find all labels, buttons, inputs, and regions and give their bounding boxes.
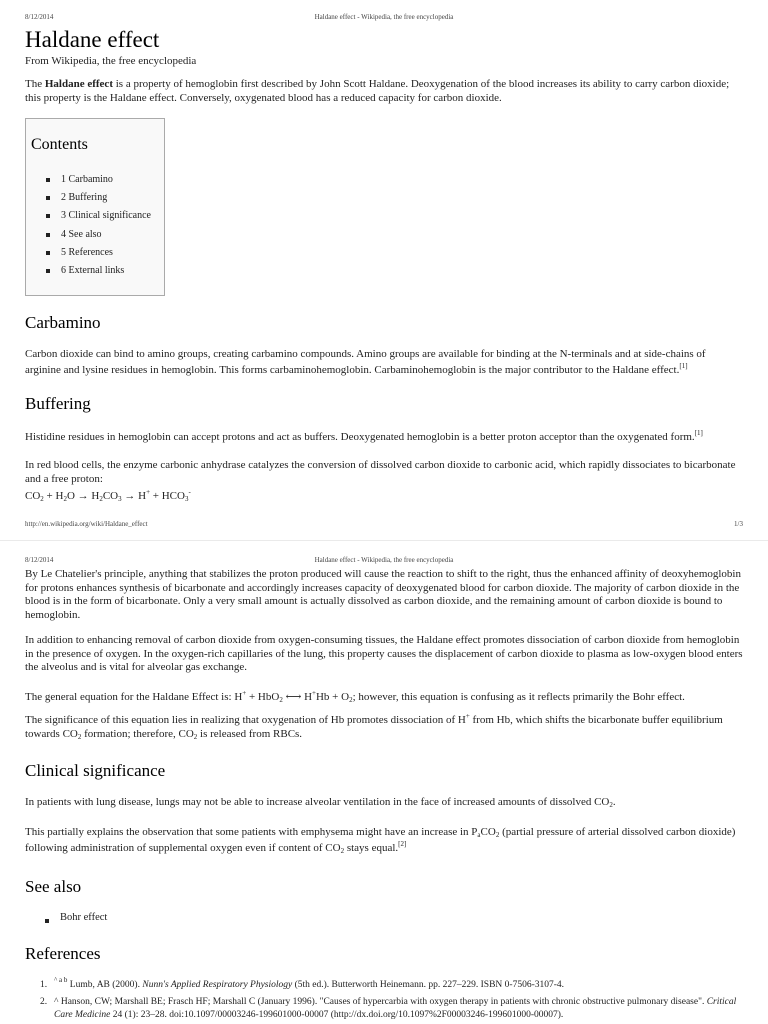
page-separator <box>0 540 768 541</box>
buffering-paragraph-3: By Le Chatelier's principle, anything that stabilizes the proton produced will cause the reaction to shift to the right, thus the enhanced affinity of deoxyhemoglobin for protons enhances synthesis of bicarbonate and accordingly increases capacity of deoxygenated blood for carbon dioxide. The majority of carbon dioxide in the blood is in the form of bicarbonate. Only a very small amount is actually dissolved as carbon dioxide, and the remaining amount of carbon dioxide is bound to hemoglobin. <box>25 568 741 621</box>
footer-url: http://en.wikipedia.org/wiki/Haldane_effect <box>25 520 148 528</box>
reference-2: 2. ^ Hanson, CW; Marshall BE; Frasch HF; Marshall C (January 1996). "Causes of hypercarbia with oxygen therapy in patients with chronic obstructive pulmonary disease". Critical Care Medicine 24 (1): 23–28. doi:10.1097/00003246-199601000-00007 (http://dx.doi.org/10.1097%2F00003246-199601000-00007). <box>40 997 737 1020</box>
table-of-contents <box>25 118 165 296</box>
backlink[interactable]: ^ a b <box>54 976 68 984</box>
toc-item-label[interactable]: 4 See also <box>61 228 102 240</box>
clinical-paragraph-2: This partially explains the observation that some patients with emphysema might have an increase in $P_aCO_2$ (partial pressure of arterial dissolved carbon dioxide) following administration of supplemental oxygen even if content of $CO_2$ stays equal.[2] <box>25 826 736 855</box>
section-see-also <box>25 877 743 897</box>
page-subtitle: From Wikipedia, the free encyclopedia <box>25 55 197 67</box>
toc-item-label[interactable]: 1 Carbamino <box>61 174 113 185</box>
section-buffering <box>25 394 743 414</box>
clinical-paragraph-1: In patients with lung disease, lungs may not be able to increase alveolar ventilation in the face of increased amounts of dissolved $CO_2$. <box>25 796 616 809</box>
toc-item[interactable] <box>46 244 151 262</box>
bullet-icon <box>46 178 50 182</box>
toc-item-label[interactable]: 2 Buffering <box>61 192 108 204</box>
citation-link[interactable]: [1] <box>694 429 703 437</box>
buffering-heading: Buffering <box>25 394 91 413</box>
intro-bold-term: Haldane effect <box>44 78 113 90</box>
page-title: Haldane effect <box>25 27 160 52</box>
print-title: Haldane effect - Wikipedia, the free encyclopedia <box>314 13 454 21</box>
bullet-icon <box>45 919 49 923</box>
toc-heading: Contents <box>31 136 88 153</box>
buffering-paragraph-2: In red blood cells, the enzyme carbonic anhydrase catalyzes the conversion of dissolved carbon dioxide to carbonic acid, which rapidly dissociates to bicarbonate and a free proton: <box>25 459 736 485</box>
buffering-paragraph-1: Histidine residues in hemoglobin can accept protons and act as buffers. Deoxygenated hemoglobin is a better proton acceptor than the oxygenated form.[1] <box>25 429 703 443</box>
references-heading: References <box>25 944 101 963</box>
citation-link[interactable]: [2] <box>398 840 407 848</box>
toc-item[interactable] <box>46 207 151 225</box>
toc-item[interactable] <box>46 171 151 189</box>
section-carbamino <box>25 313 743 333</box>
haldane-equation-paragraph: The general equation for the Haldane Effect is: H+ + HbO$_2$ ⟷ $H^+Hb + O_2$; however, this equation is confusing as it reflects primarily the Bohr effect. <box>25 689 685 704</box>
citation-link[interactable]: [1] <box>679 362 688 370</box>
buffering-paragraph-4: In addition to enhancing removal of carbon dioxide from oxygen-consuming tissues, the Haldane effect promotes dissociation of carbon dioxide from hemoglobin in the presence of oxygen. In the oxygen-rich capillaries of the lung, this property causes the displacement of carbon dioxide to plasma as low-oxygen blood enters the alveolus and is vital for alveolar gas exchange. <box>25 634 743 673</box>
print-date: 8/12/2014 <box>25 556 54 564</box>
bicarbonate-equation: $CO_2 + H_2O \to H_2CO_3 \to H^+ + HCO_3^-$ <box>25 488 191 503</box>
carbamino-heading: Carbamino <box>25 313 101 332</box>
toc-item[interactable] <box>46 189 151 207</box>
see-also-link[interactable]: Bohr effect <box>60 912 108 923</box>
toc-item-label[interactable]: 6 External links <box>61 265 125 277</box>
see-also-list <box>25 912 763 923</box>
toc-item[interactable] <box>46 262 151 280</box>
see-also-heading: See also <box>25 877 82 896</box>
clinical-heading: Clinical significance <box>25 761 166 780</box>
print-date: 8/12/2014 <box>25 13 54 21</box>
bullet-icon <box>46 269 50 273</box>
article-header <box>25 26 743 68</box>
reference-1: 1. $^{\^{} a b}$ Lumb, AB (2000). Nunn's Applied Respiratory Physiology (5th ed.). Butterworth Heinemann. pp. 227–229. ISBN 0-7506-3107-4. <box>40 976 565 990</box>
print-title: Haldane effect - Wikipedia, the free encyclopedia <box>314 556 454 564</box>
bullet-icon <box>46 233 50 237</box>
bullet-icon <box>46 196 50 200</box>
intro-paragraph: The Haldane effect is a property of hemoglobin first described by John Scott Haldane. Deoxygenation of the blood increases its ability to carry carbon dioxide; this property is the Haldane effect. Conversely, oxygenated blood has a reduced capacity for carbon dioxide. <box>25 78 730 104</box>
toc-item-label[interactable]: 5 References <box>61 246 113 258</box>
toc-item[interactable] <box>46 226 151 244</box>
toc-list <box>46 171 151 280</box>
toc-item-label[interactable]: 3 Clinical significance <box>61 210 151 222</box>
significance-paragraph: The significance of this equation lies in realizing that oxygenation of Hb promotes dissociation of H+ from Hb, which shifts the bicarbonate buffer equilibrium towards $CO_2$ formation; therefore, $CO_2$ is released from RBCs. <box>25 712 723 741</box>
bullet-icon <box>46 214 50 218</box>
section-references <box>25 944 743 964</box>
section-clinical <box>25 761 743 781</box>
see-also-item[interactable] <box>45 912 763 923</box>
carbamino-paragraph: Carbon dioxide can bind to amino groups, creating carbamino compounds. Amino groups are available for binding at the N-terminals and at side-chains of arginine and lysine residues in hemoglobin. This forms carbaminohemoglobin. Carbaminohemoglobin is the major contributor to the Haldane effect.[1] <box>25 348 706 376</box>
bullet-icon <box>46 251 50 255</box>
page-number: 1/3 <box>734 520 743 528</box>
